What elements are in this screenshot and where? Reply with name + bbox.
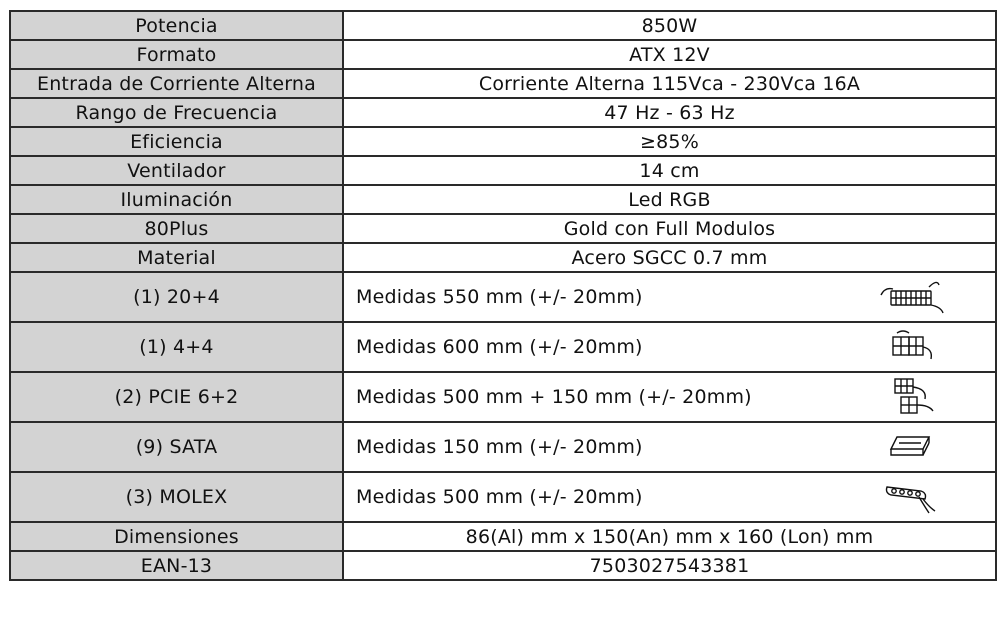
row-label: 80Plus: [10, 214, 343, 243]
table-row: [10, 214, 996, 243]
row-label: Potencia: [10, 11, 343, 40]
row-value: Acero SGCC 0.7 mm: [343, 243, 996, 272]
row-label: (1) 4+4: [10, 322, 343, 372]
row-value: 850W: [343, 11, 996, 40]
atx-24pin-connector-icon: [877, 277, 947, 317]
table-row: [10, 98, 996, 127]
table-row: [10, 551, 996, 580]
row-value: Medidas 550 mm (+/- 20mm): [356, 286, 643, 308]
row-label: (3) MOLEX: [10, 472, 343, 522]
table-row: [10, 243, 996, 272]
row-label: EAN-13: [10, 551, 343, 580]
row-value: Medidas 150 mm (+/- 20mm): [356, 436, 643, 458]
row-value: 86(Al) mm x 150(An) mm x 160 (Lon) mm: [343, 522, 996, 551]
table-row: [10, 69, 996, 98]
row-label: Entrada de Corriente Alterna: [10, 69, 343, 98]
table-row: [10, 522, 996, 551]
table-row: [10, 127, 996, 156]
table-row: [10, 272, 996, 322]
table-row: [10, 11, 996, 40]
cpu-4plus4-connector-icon: [877, 327, 947, 367]
table-row: [10, 372, 996, 422]
table-row: [10, 156, 996, 185]
table-row: [10, 422, 996, 472]
sata-connector-icon: [877, 427, 947, 467]
row-value: Medidas 500 mm + 150 mm (+/- 20mm): [356, 386, 752, 408]
row-value: Led RGB: [343, 185, 996, 214]
row-value: 14 cm: [343, 156, 996, 185]
row-label: (9) SATA: [10, 422, 343, 472]
row-value: Gold con Full Modulos: [343, 214, 996, 243]
pcie-6plus2-connector-icon: [877, 377, 947, 417]
row-label: Eficiencia: [10, 127, 343, 156]
table-row: [10, 472, 996, 522]
table-row: [10, 40, 996, 69]
row-label: Formato: [10, 40, 343, 69]
row-label: Iluminación: [10, 185, 343, 214]
row-value: 47 Hz - 63 Hz: [343, 98, 996, 127]
row-value: ≥85%: [343, 127, 996, 156]
table-row: [10, 322, 996, 372]
row-label: (2) PCIE 6+2: [10, 372, 343, 422]
row-label: Ventilador: [10, 156, 343, 185]
row-label: Material: [10, 243, 343, 272]
row-value: Medidas 600 mm (+/- 20mm): [356, 336, 643, 358]
row-value: Medidas 500 mm (+/- 20mm): [356, 486, 643, 508]
row-label: Rango de Frecuencia: [10, 98, 343, 127]
row-label: (1) 20+4: [10, 272, 343, 322]
row-label: Dimensiones: [10, 522, 343, 551]
table-row: [10, 185, 996, 214]
row-value: Corriente Alterna 115Vca - 230Vca 16A: [343, 69, 996, 98]
spec-table: [9, 10, 997, 581]
row-value: ATX 12V: [343, 40, 996, 69]
row-value: 7503027543381: [343, 551, 996, 580]
molex-connector-icon: [877, 477, 947, 517]
